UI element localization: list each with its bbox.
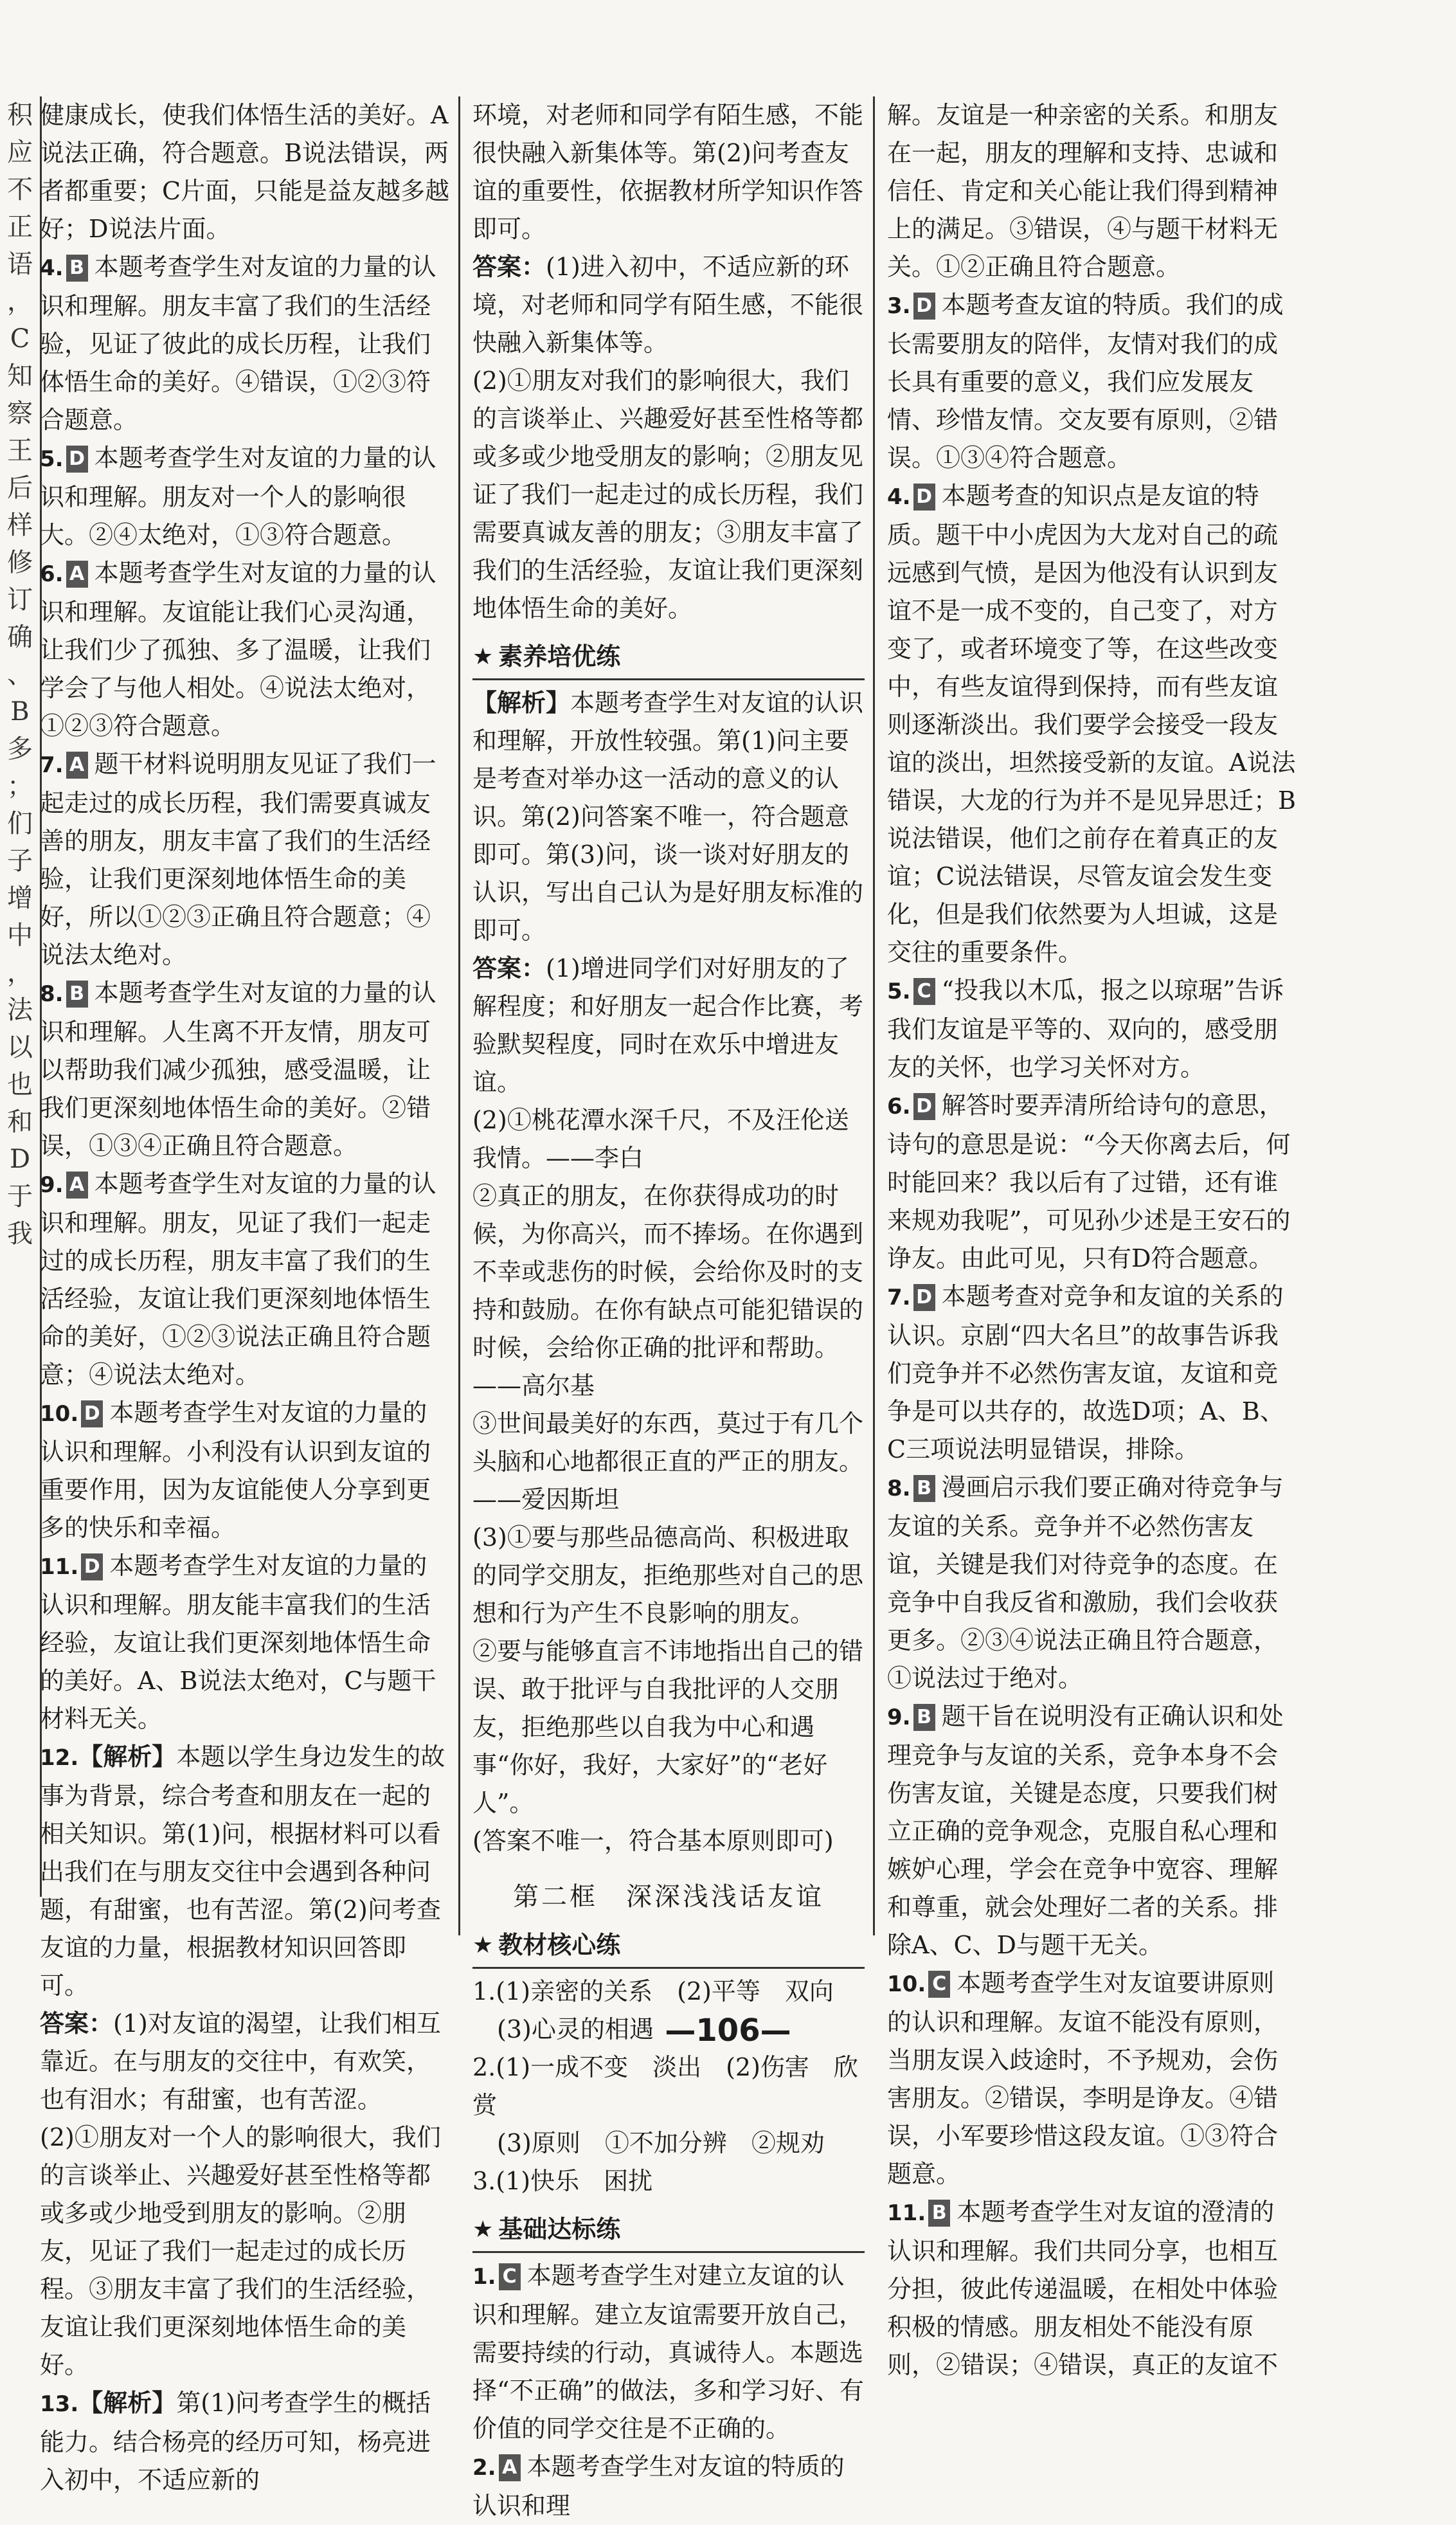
question-number: 3.: [887, 293, 911, 319]
explanation: 本题考查学生对友谊的力量的认识和理解。朋友对一个人的影响很大。②④太绝对，①③符合题意。: [40, 444, 436, 549]
question-number: 8.: [40, 981, 64, 1007]
question-answer: [887, 286, 1299, 477]
answer-badge: B: [913, 1704, 935, 1731]
margin-char: 以: [7, 1033, 33, 1062]
question-answer: [472, 2257, 865, 2448]
paragraph: (3)①要与那些品德高尚、积极进取的同学交朋友，拒绝那些对自己的思想和行为产生不良影响的朋友。: [472, 1523, 864, 1627]
explanation: 本题考查学生对友谊的力量的认识和理解。朋友，见证了我们一起走过的成长历程，朋友丰富了我们的生活经验，友谊让我们更深刻地体悟生命的美好，①②③说法正确且符合题意；④说法太绝对。: [40, 1170, 436, 1389]
question-number: 11.: [40, 1554, 79, 1580]
section-title: 教材核心练: [498, 1931, 621, 1959]
answer-paragraph: [472, 684, 865, 950]
answer-badge: A: [66, 1172, 88, 1199]
margin-char: 订: [7, 585, 33, 615]
column-divider: [458, 96, 460, 1935]
paragraph: (2)①朋友对我们的影响很大，我们的言谈举止、兴趣爱好甚至性格等都或多或少地受朋友的影响；②朋友见证了我们一起走过的成长历程，我们需要真诚友善的朋友；③朋友丰富了我们的生活经验，友谊让我们更深刻地体悟生命的美好。: [472, 367, 864, 622]
question-number: 5.: [40, 446, 64, 472]
margin-char: 和: [7, 1107, 33, 1137]
question-answer: [472, 2448, 865, 2525]
answer-badge: B: [66, 981, 88, 1008]
answer-text: 本题考查学生对友谊的认识和理解，开放性较强。第(1)问主要是考查对举办这一活动的意义的认识。第(2)问答案不唯一，符合题意即可。第(3)问，谈一谈对好朋友的认识，写出自己认为是好朋友标准的即可。: [472, 689, 864, 945]
paragraph: 解。友谊是一种亲密的关系。和朋友在一起，朋友的理解和支持、忠诚和信任、肯定和关心能让我们得到精神上的满足。③错误，④与题干材料无关。①②正确且符合题意。: [887, 101, 1279, 281]
margin-char: C: [10, 324, 30, 354]
star-icon: ★: [472, 644, 494, 670]
question-number: 6.: [40, 561, 64, 587]
paragraph: (3)原则 ①不加分辨 ②规劝: [472, 2129, 825, 2157]
question-answer: [40, 439, 451, 554]
question-answer: [887, 1964, 1299, 2193]
margin-char: 法: [7, 995, 33, 1025]
answer-paragraph: [472, 248, 865, 362]
explanation: 本题考查学生对友谊的澄清的认识和理解。我们共同分享，也相互分担，彼此传递温暖，在相处中体验积极的情感。朋友相处不能没有原则，②错误；④错误，真正的友谊不: [887, 2198, 1279, 2379]
margin-char: B: [10, 697, 30, 727]
answer-badge: D: [81, 1553, 103, 1580]
question-answer: [40, 2384, 451, 2499]
margin-char: 于: [7, 1182, 33, 1211]
star-icon: ★: [472, 2216, 494, 2243]
answer-badge: A: [499, 2454, 521, 2481]
margin-char: 增: [7, 883, 33, 913]
answer-badge: D: [913, 1093, 935, 1120]
explanation: 本题考查学生对友谊的力量的认识和理解。小利没有认识到友谊的重要作用，因为友谊能使人分享到更多的快乐和幸福。: [40, 1398, 431, 1542]
explanation: 漫画启示我们要正确对待竞争与友谊的关系。竞争并不必然伤害友谊，关键是我们对待竞争的态度。在竞争中自我反省和激励，我们会收获更多。②③④说法正确且符合题意，①说法过于绝对。: [887, 1473, 1284, 1692]
question-number: 4.: [40, 255, 64, 281]
column-divider: [873, 96, 875, 1935]
answer-label: 答案：: [472, 954, 546, 982]
question-number: 10.: [40, 1401, 79, 1427]
paragraph: 2.(1)一成不变 淡出 (2)伤害 欣赏: [472, 2053, 858, 2119]
explanation: 本题考查学生对友谊的力量的认识和理解。朋友丰富了我们的生活经验，见证了彼此的成长历程，让我们体悟生命的美好。④错误，①②③符合题意。: [40, 253, 436, 434]
column-2: [472, 96, 865, 2525]
question-number: 5.: [887, 979, 911, 1004]
question-answer: [887, 972, 1299, 1087]
explanation: 第(1)问考查学生的概括能力。结合杨亮的经历可知，杨亮进入初中，不适应新的: [40, 2389, 431, 2494]
paragraph: 1.(1)亲密的关系 (2)平等 双向: [472, 1977, 834, 2005]
answer-paragraph: [472, 950, 865, 1101]
question-answer: [40, 1394, 451, 1547]
question-number: 12.: [40, 1745, 79, 1771]
answer-text: (1)增进同学们对好朋友的了解程度；和好朋友一起合作比赛，考验默契程度，同时在欢乐中增进友谊。: [472, 954, 864, 1096]
question-number: 1.: [472, 2264, 496, 2290]
explanation: 本题考查学生对建立友谊的认识和理解。建立友谊需要开放自己，需要持续的行动，真诚待人。本题选择“不正确”的做法，多和学习好、有价值的同学交往是不正确的。: [472, 2261, 864, 2443]
margin-char: 修: [7, 548, 33, 577]
margin-char: 确: [7, 622, 33, 652]
section-heading: [472, 1926, 865, 1969]
margin-char: 王: [7, 436, 33, 466]
question-number: 10.: [887, 1971, 926, 1997]
question-answer: [40, 745, 451, 974]
margin-char: 我: [7, 1219, 33, 1249]
margin-char: 语: [7, 249, 33, 279]
margin-char: 、: [7, 660, 33, 689]
question-answer: [40, 1738, 451, 2005]
question-answer: [887, 477, 1299, 972]
section-heading: [472, 2211, 865, 2253]
explanation: 本题考查学生对友谊的力量的认识和理解。朋友能丰富我们的生活经验，友谊让我们更深刻地体悟生命的美好。A、B说法太绝对，C与题干材料无关。: [40, 1552, 436, 1733]
section-heading: [472, 638, 865, 680]
explanation: 解答时要弄清所给诗句的意思，诗句的意思是说：“今天你离去后，何时能回来？我以后有了过错，还有谁来规劝我呢”，可见孙少述是王安石的诤友。由此可见，只有D符合题意。: [887, 1091, 1291, 1272]
question-number: 11.: [887, 2200, 926, 2226]
question-number: 6.: [887, 1094, 911, 1119]
column-1: [40, 96, 451, 2499]
question-number: 9.: [40, 1172, 64, 1198]
answer-badge: A: [66, 752, 88, 779]
answer-badge: B: [928, 2200, 950, 2227]
margin-char: 应: [7, 138, 33, 167]
margin-char: 察: [7, 399, 33, 428]
answer-text: (1)进入初中，不适应新的环境，对老师和同学有陌生感，不能很快融入新集体等。: [472, 253, 864, 357]
margin-char: 积: [7, 100, 33, 130]
paragraph: (2)①朋友对一个人的影响很大，我们的言谈举止、兴趣爱好甚至性格等都或多或少地受到朋友的影响。②朋友，见证了我们一起走过的成长历程。③朋友丰富了我们的生活经验，友谊让我们更深刻地体悟生命的美好。: [40, 2123, 441, 2379]
explanation: 本题考查学生对友谊的力量的认识和理解。人生离不开友情，朋友可以帮助我们减少孤独，感受温暖，让我们更深刻地体悟生命的美好。②错误，①③④正确且符合题意。: [40, 979, 436, 1160]
answer-label: 答案：: [40, 2009, 114, 2038]
question-answer: [887, 1469, 1299, 1697]
analysis-label: 【解析】: [78, 1742, 177, 1771]
question-number: 4.: [887, 484, 911, 510]
margin-char: 后: [7, 473, 33, 503]
page-number: —106—: [665, 2013, 791, 2049]
margin-char: 样: [7, 511, 33, 540]
answer-badge: B: [913, 1475, 935, 1502]
margin-char: D: [9, 1145, 31, 1174]
explanation: 题干旨在说明没有正确认识和处理竞争与友谊的关系，竞争本身不会伤害友谊，关键是态度，只要我们树立正确的竞争观念，克服自私心理和嫉妒心理，学会在竞争中宽容、理解和尊重，就会处理好二者的关系。排除A、C、D与题干无关。: [887, 1702, 1284, 1959]
question-answer: [887, 1087, 1299, 1278]
answer-label: 【解析】: [472, 689, 571, 717]
margin-char: ，: [7, 287, 33, 316]
margin-char: 也: [7, 1070, 33, 1100]
question-answer: [887, 1278, 1299, 1469]
question-answer: [40, 1165, 451, 1394]
answer-badge: C: [913, 978, 935, 1005]
paragraph: (3)心灵的相遇: [472, 2015, 654, 2043]
question-answer: [40, 974, 451, 1165]
question-number: 7.: [887, 1285, 911, 1310]
question-answer: [887, 1697, 1299, 1964]
question-number: 13.: [40, 2391, 79, 2417]
question-number: 8.: [887, 1476, 911, 1501]
answer-badge: B: [66, 255, 88, 282]
paragraph: (答案不唯一，符合基本原则即可): [472, 1827, 834, 1855]
margin-char: 不: [7, 175, 33, 204]
answer-badge: D: [66, 446, 88, 473]
margin-char: ，: [7, 958, 33, 988]
answer-badge: C: [928, 1971, 950, 1998]
paragraph: (2)①桃花潭水深千尺，不及汪伦送我情。——李白: [472, 1106, 849, 1172]
explanation: 本题考查学生对友谊的力量的认识和理解。友谊能让我们心灵沟通，让我们少了孤独、多了温暖，让我们学会了与他人相处。④说法太绝对，①②③符合题意。: [40, 559, 436, 740]
explanation: 本题考查的知识点是友谊的特质。题干中小虎因为大龙对自己的疏远感到气愤，是因为他没有认识到友谊不是一成不变的，自己变了，对方变了，或者环境变了等，在这些改变中，有些友谊得到保持，而有些友谊则逐渐淡出。我们要学会接受一段友谊的淡出，坦然接受新的友谊。A说法错误，大龙的行为并不是见异思迁；B说法错误，他们之前存在着真正的友谊；C说法错误，尽管友谊会发生变化，但是我们依然要为人坦诚，这是交往的重要条件。: [887, 482, 1296, 966]
answer-badge: D: [913, 293, 935, 320]
paragraph: ②要与能够直言不讳地指出自己的错误、敢于批评与自我批评的人交朋友，拒绝那些以自我为中心和遇事“你好，我好，大家好”的“老好人”。: [472, 1637, 864, 1817]
explanation: 本题考查学生对友谊要讲原则的认识和理解。友谊不能没有原则，当朋友误入歧途时，不予规劝，会伤害朋友。②错误，李明是诤友。④错误，小军要珍惜这段友谊。①③符合题意。: [887, 1969, 1279, 2188]
margin-char: 正: [7, 212, 33, 242]
explanation: 本题考查学生对友谊的特质的认识和理: [472, 2452, 845, 2520]
answer-badge: C: [499, 2263, 521, 2290]
answer-badge: D: [913, 1284, 935, 1311]
paragraph: ②真正的朋友，在你获得成功的时候，为你高兴，而不捧场。在你遇到不幸或悲伤的时候，会给你及时的支持和鼓励。在你有缺点可能犯错误的时候，会给你正确的批评和帮助。——高尔基: [472, 1182, 864, 1400]
question-number: 7.: [40, 752, 64, 778]
analysis-label: 【解析】: [78, 2389, 177, 2417]
question-answer: [40, 1547, 451, 1738]
margin-char: 中: [7, 921, 33, 950]
question-number: 9.: [887, 1705, 911, 1730]
answer-badge: D: [913, 484, 935, 511]
answer-badge: A: [66, 561, 88, 588]
paragraph: 环境，对老师和同学有陌生感，不能很快融入新集体等。第(2)问考查友谊的重要性，依据教材所学知识作答即可。: [472, 101, 864, 243]
answer-label: 答案：: [472, 253, 546, 281]
section-title: 基础达标练: [498, 2215, 621, 2243]
left-margin-fragment: [0, 96, 42, 1897]
explanation: 本题以学生身边发生的故事为背景，综合考查和朋友在一起的相关知识。第(1)问，根据材料可以看出我们在与朋友交往中会遇到各种问题，有甜蜜，也有苦涩。第(2)问考查友谊的力量，根据教材知识回答即可。: [40, 1742, 445, 2000]
margin-char: 多: [7, 734, 33, 764]
star-icon: ★: [472, 1932, 494, 1959]
explanation: 题干材料说明朋友见证了我们一起走过的成长历程，我们需要真诚友善的朋友，朋友丰富了我们的生活经验，让我们更深刻地体悟生命的美好，所以①②③正确且符合题意；④说法太绝对。: [40, 750, 436, 969]
question-answer: [887, 2193, 1299, 2384]
section-title: 素养培优练: [498, 642, 621, 671]
margin-char: 子: [7, 846, 33, 876]
explanation: 本题考查对竞争和友谊的关系的认识。京剧“四大名旦”的故事告诉我们竞争并不必然伤害友谊，友谊和竞争是可以共存的，故选D项；A、B、C三项说法明显错误，排除。: [887, 1282, 1284, 1463]
margin-char: ；: [7, 772, 33, 801]
paragraph: ③世间最美好的东西，莫过于有几个头脑和心地都很正直的严正的朋友。——爱因斯坦: [472, 1409, 864, 1514]
explanation: 本题考查友谊的特质。我们的成长需要朋友的陪伴，友情对我们的成长具有重要的意义，我们应发展友情、珍惜友情。交友要有原则，②错误。①③④符合题意。: [887, 291, 1284, 472]
question-answer: [40, 554, 451, 745]
question-number: 2.: [472, 2455, 496, 2481]
explanation: “投我以木瓜，报之以琼琚”告诉我们友谊是平等的、双向的，感受朋友的关怀，也学习关怀对方。: [887, 976, 1284, 1081]
margin-char: 知: [7, 361, 33, 391]
question-answer: [40, 248, 451, 439]
answer-badge: D: [81, 1400, 103, 1427]
paragraph: 健康成长，使我们体悟生活的美好。A说法正确，符合题意。B说法错误，两者都重要；C片面，只能是益友越多越好；D说法片面。: [40, 101, 450, 243]
lesson-title: 第二框 深深浅浅话友谊: [513, 1882, 824, 1912]
answer-text: (1)对友谊的渴望，让我们相互靠近。在与朋友的交往中，有欢笑，也有泪水；有甜蜜，也有苦涩。: [40, 2009, 441, 2113]
margin-char: 们: [7, 809, 33, 838]
paragraph: 3.(1)快乐 困扰: [472, 2167, 653, 2195]
